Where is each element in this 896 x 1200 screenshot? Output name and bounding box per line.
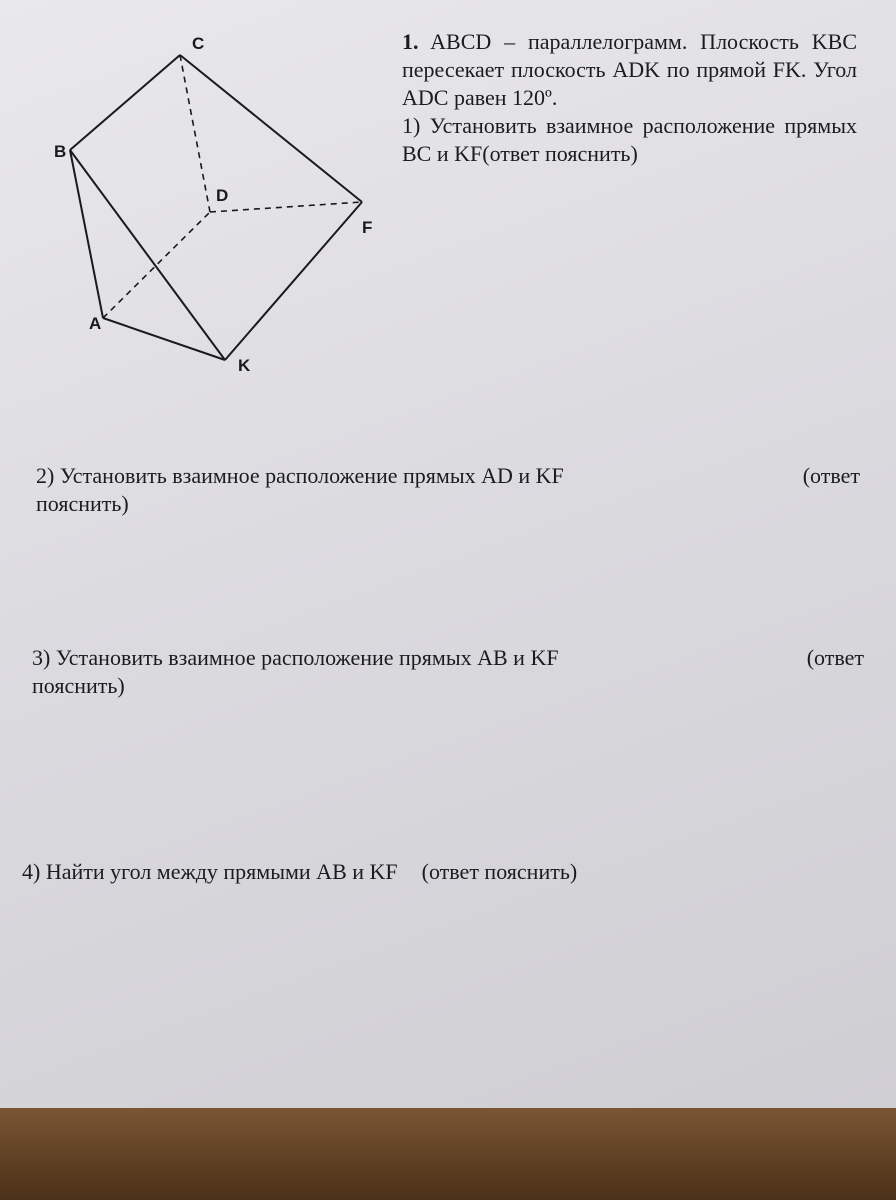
vertex-label-A: A xyxy=(89,314,102,333)
edge-CF xyxy=(180,55,362,202)
vertex-label-B: B xyxy=(54,142,67,161)
problem-number: 1. xyxy=(402,29,419,54)
task-4-text: 4) Найти угол между прямыми AB и KF xyxy=(22,859,398,884)
task-2-note: (ответ xyxy=(802,463,860,488)
task-3-note-cont: пояснить) xyxy=(32,673,125,698)
task-3-text: 3) Установить взаимное расположение прямых AB и KF xyxy=(32,645,559,670)
task-2-text: 2) Установить взаимное расположение прямых AD и KF xyxy=(36,463,564,488)
edge-BC xyxy=(70,55,180,150)
vertex-label-C: C xyxy=(192,34,205,53)
vertex-label-F: F xyxy=(362,218,373,237)
task-3 xyxy=(32,644,864,700)
edge-AK xyxy=(103,318,225,360)
geometry-figure xyxy=(40,30,400,390)
edge-FK xyxy=(225,202,362,360)
task-4 xyxy=(22,858,577,886)
vertex-label-D: D xyxy=(216,186,229,205)
problem-statement-text: ABCD – параллелограмм. Плоскость KBC пересекает плоскость ADK по прямой FK. Угол ADC равен 120º. xyxy=(402,29,857,110)
edge-BA xyxy=(70,150,103,318)
task-1: 1) Установить взаимное расположение прямых BC и KF(ответ пояснить) xyxy=(402,113,857,166)
vertex-label-K: K xyxy=(238,356,251,375)
task-3-note: (ответ xyxy=(806,645,864,670)
task-4-note: (ответ пояснить) xyxy=(421,859,578,884)
edge-DF xyxy=(210,202,362,212)
edge-CD xyxy=(180,55,210,212)
problem-1 xyxy=(402,28,857,168)
task-2 xyxy=(36,462,860,518)
wooden-table-background xyxy=(0,1108,896,1200)
pyramid-diagram xyxy=(40,30,400,390)
task-2-note-cont: пояснить) xyxy=(36,491,129,516)
problem-statement xyxy=(402,28,857,112)
edge-AD xyxy=(103,212,210,318)
